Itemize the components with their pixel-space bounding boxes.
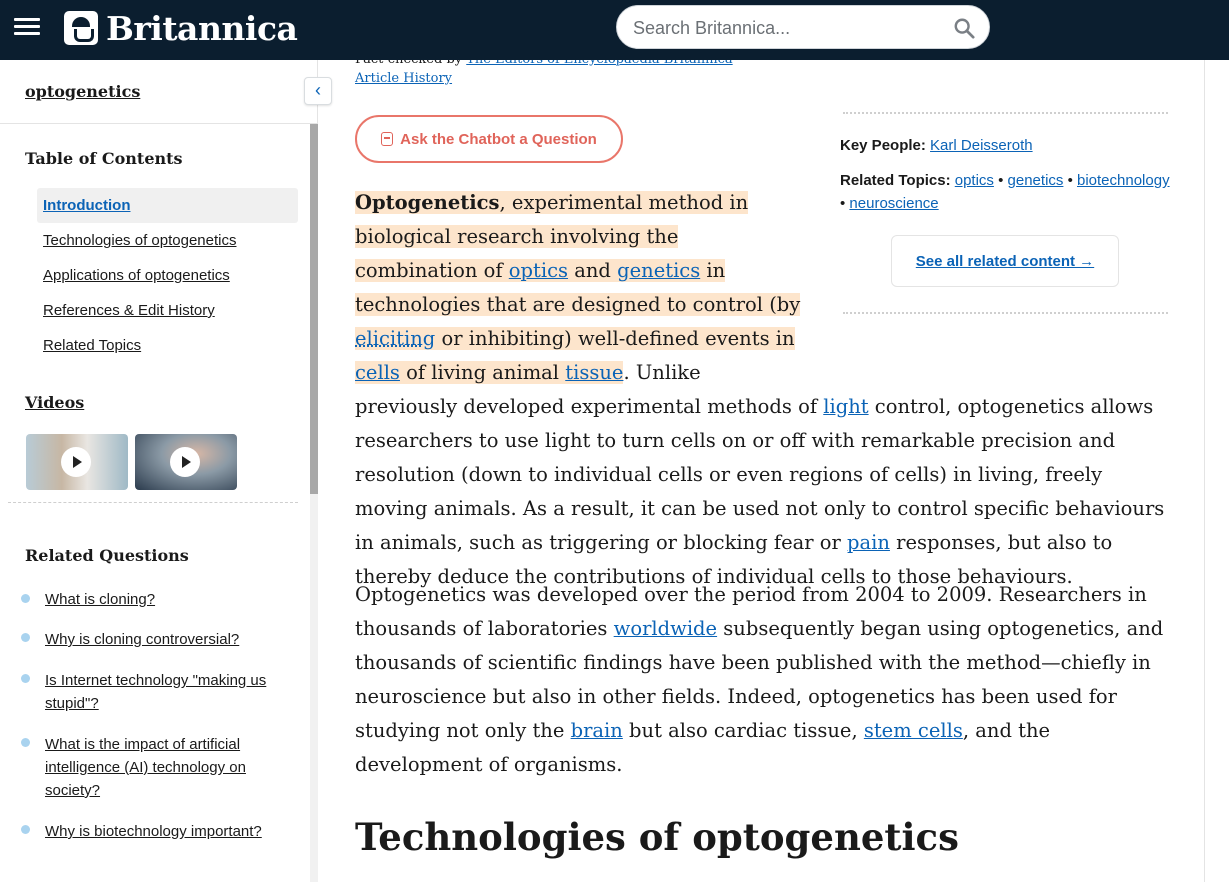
link-brain[interactable]: brain — [570, 719, 623, 742]
menu-icon[interactable] — [14, 18, 40, 40]
lead-text: of living animal — [399, 361, 566, 384]
search-box — [616, 5, 990, 49]
bullet-icon — [21, 633, 30, 642]
link-optics[interactable]: optics — [508, 259, 569, 282]
brand-name: Britannica — [106, 8, 298, 48]
lead-text: , experimental method in biological research involving the combination of — [355, 191, 749, 282]
link-stem-cells[interactable]: stem cells — [863, 719, 963, 742]
search-icon[interactable] — [953, 17, 975, 39]
lead-text: in technologies that are designed to control (by — [355, 259, 801, 316]
para-text: , and the development of organisms. — [355, 719, 1051, 776]
related-question-link[interactable]: Why is biotechnology important? — [45, 823, 262, 840]
related-question-link[interactable]: What is the impact of artificial intelligence (AI) technology on society? — [45, 736, 246, 799]
article-main — [319, 60, 1205, 882]
bullet-icon — [21, 674, 30, 683]
related-topics-row: Related Topics: optics • genetics • biotechnology • neuroscience — [840, 172, 1170, 212]
section-heading: Technologies of optogenetics — [355, 815, 959, 859]
chatbot-icon — [381, 132, 393, 146]
sidebar-article-title[interactable]: optogenetics — [25, 82, 141, 101]
video-thumbnail[interactable] — [26, 434, 128, 490]
link-cells[interactable]: cells — [355, 361, 400, 384]
sidebar — [0, 60, 321, 882]
play-icon[interactable] — [170, 447, 200, 477]
related-question-link[interactable]: What is cloning? — [45, 591, 156, 608]
toc-heading: Table of Contents — [25, 149, 183, 168]
bullet-icon — [21, 738, 30, 747]
toc-item-references[interactable]: References & Edit History — [43, 302, 215, 319]
site-header — [0, 0, 1229, 60]
toc-item-technologies[interactable]: Technologies of optogenetics — [43, 232, 237, 249]
section-divider — [8, 502, 298, 503]
para-text: subsequently began using optogenetics, and thousands of scientific findings have been published with the method—chiefly in neuroscience but also in other fields. Indeed, optogenetics has been used for studying not only the — [355, 617, 1164, 742]
highlighted-definition — [355, 191, 800, 384]
lead-text: and — [568, 259, 618, 282]
lead-paragraph — [355, 186, 1175, 594]
related-topics-label: Related Topics: — [840, 172, 951, 189]
britannica-logo[interactable] — [64, 8, 298, 48]
sidebar-scrollbar-thumb[interactable] — [310, 124, 318, 494]
page-border — [1204, 60, 1205, 882]
video-thumbnail[interactable] — [135, 434, 237, 490]
see-all-related-button[interactable]: See all related content → — [891, 235, 1119, 287]
para-text: Optogenetics was developed over the period from 2004 to 2009. Researchers in thousands of laboratories — [355, 583, 1147, 640]
ask-chatbot-label: Ask the Chatbot a Question — [400, 130, 597, 148]
article-term: Optogenetics — [355, 191, 500, 214]
related-topic-link[interactable]: neuroscience — [849, 195, 939, 212]
lead-text: responses, but also to thereby deduce the contributions of individual cells to those behaviours. — [355, 531, 1113, 588]
related-question-link[interactable]: Is Internet technology "making us stupid"? — [45, 672, 267, 712]
related-question-link[interactable]: Why is cloning controversial? — [45, 631, 240, 648]
lead-text: control, optogenetics allows researchers to use light to turn cells on or off with remarkable precision and resolution (down to individual cells or even regions of cells) in living, freely moving animals. As a result, it can be used not only to control specific behaviours in animals, such as triggering or blocking fear or — [355, 395, 1165, 554]
info-box-divider — [843, 112, 1168, 114]
key-people-label: Key People: — [840, 137, 926, 154]
link-eliciting[interactable]: eliciting — [355, 327, 436, 350]
key-people-link[interactable]: Karl Deisseroth — [930, 137, 1033, 154]
bullet-icon — [21, 825, 30, 834]
second-paragraph — [355, 578, 1175, 782]
toc-item-related-topics[interactable]: Related Topics — [43, 337, 142, 354]
lead-text: or inhibiting) well-defined events in — [435, 327, 795, 350]
related-topic-link[interactable]: optics — [954, 172, 994, 189]
link-tissue[interactable]: tissue — [565, 361, 624, 384]
lead-text: . Unlike previously developed experimental methods of — [355, 361, 824, 418]
bullet-icon — [21, 594, 30, 603]
ask-chatbot-button[interactable] — [355, 115, 623, 163]
link-worldwide[interactable]: worldwide — [613, 617, 718, 640]
key-people-row — [840, 134, 1170, 157]
article-history-link[interactable]: Article History — [355, 71, 453, 86]
toc-item-applications[interactable]: Applications of optogenetics — [43, 267, 230, 284]
link-pain[interactable]: pain — [847, 531, 890, 554]
link-light[interactable]: light — [823, 395, 869, 418]
related-topic-link[interactable]: genetics — [1007, 172, 1064, 189]
related-topic-link[interactable]: biotechnology — [1077, 172, 1170, 189]
search-input[interactable] — [633, 14, 933, 42]
britannica-thistle-icon — [64, 11, 98, 45]
para-text: but also cardiac tissue, — [622, 719, 864, 742]
toc-item-introduction[interactable]: Introduction — [37, 188, 298, 223]
info-box-wrap-space — [805, 186, 1175, 390]
sidebar-divider — [0, 123, 318, 124]
collapse-sidebar-icon[interactable]: ‹ — [304, 77, 332, 105]
related-questions-heading: Related Questions — [25, 546, 189, 565]
videos-heading[interactable]: Videos — [25, 393, 85, 412]
link-genetics[interactable]: genetics — [617, 259, 701, 282]
play-icon[interactable] — [61, 447, 91, 477]
table-of-contents — [37, 188, 298, 363]
